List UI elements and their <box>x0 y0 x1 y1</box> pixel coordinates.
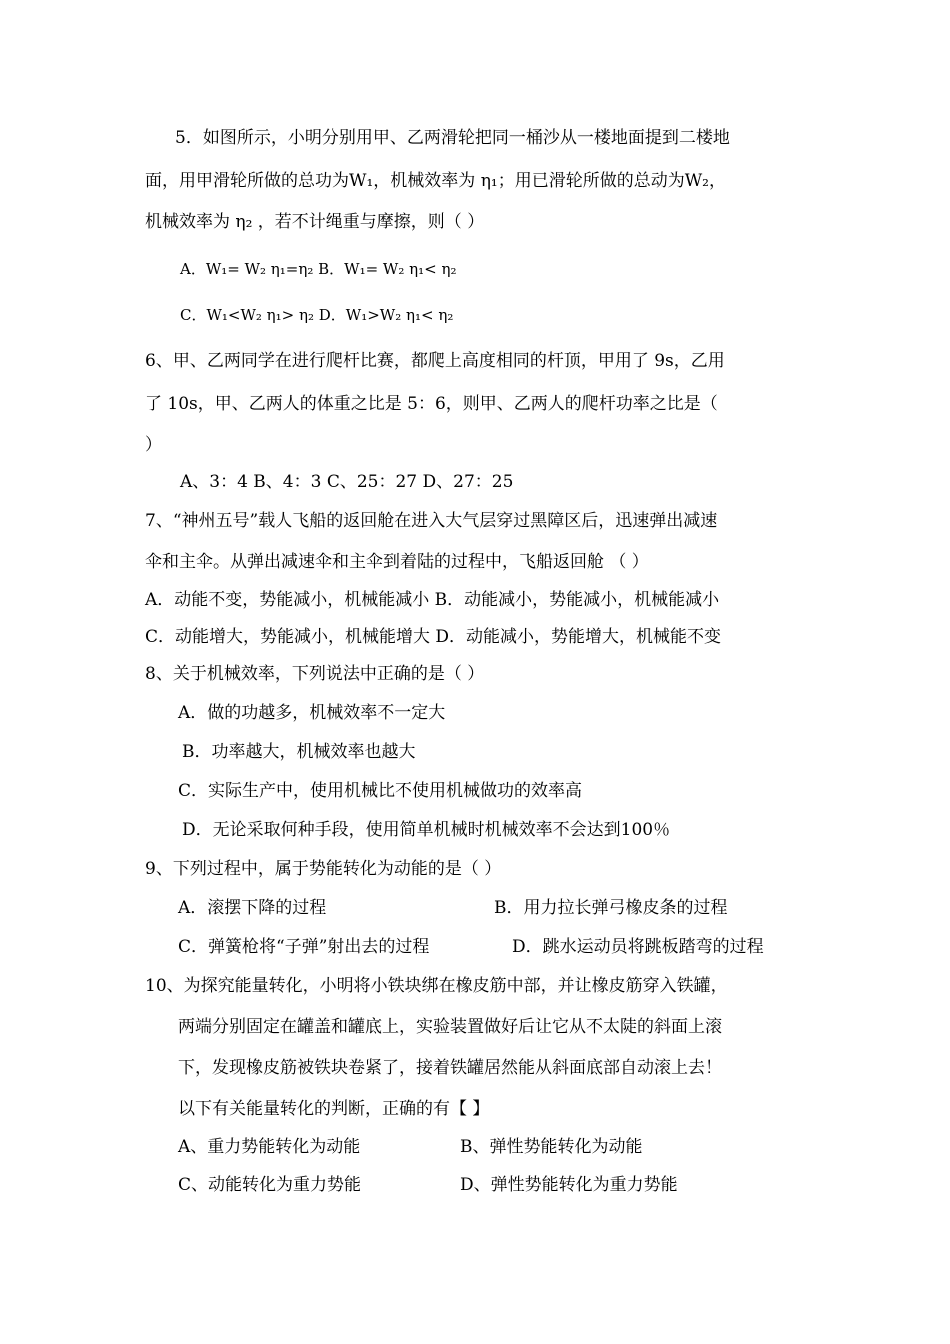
q10-option-d: D、弹性势能转化为重力势能 <box>460 1175 678 1195</box>
q6-line-1: 6、甲、乙两同学在进行爬杆比赛，都爬上高度相同的杆顶，甲用了 9s，乙用 <box>145 351 725 371</box>
q8-option-c: C．实际生产中，使用机械比不使用机械做功的效率高 <box>178 781 583 801</box>
q8-stem: 8、关于机械效率，下列说法中正确的是（ ） <box>145 664 485 684</box>
q9-stem: 9、下列过程中，属于势能转化为动能的是（ ） <box>145 859 502 879</box>
q5-options-cd: C．W₁<W₂ η₁> η₂ D．W₁>W₂ η₁< η₂ <box>180 306 454 324</box>
q6-line-3: ） <box>145 435 162 455</box>
q7-options-cd: C．动能增大，势能减小，机械能增大 D．动能减小，势能增大，机械能不变 <box>145 627 722 647</box>
q8-option-b: B．功率越大，机械效率也越大 <box>182 742 416 762</box>
q6-options: A、3：4 B、4：3 C、25：27 D、27：25 <box>180 472 514 492</box>
q10-line-3: 下，发现橡皮筋被铁块卷紧了，接着铁罐居然能从斜面底部自动滚上去！ <box>178 1058 722 1078</box>
q9-option-b: B．用力拉长弹弓橡皮条的过程 <box>494 898 728 918</box>
q9-option-d: D．跳水运动员将跳板踏弯的过程 <box>512 937 764 957</box>
q7-line-2: 伞和主伞。从弹出减速伞和主伞到着陆的过程中，飞船返回舱 （ ） <box>145 552 649 572</box>
q10-option-c: C、动能转化为重力势能 <box>178 1175 362 1195</box>
q7-line-1: 7、“神州五号”载人飞船的返回舱在进入大气层穿过黑障区后，迅速弹出减速 <box>145 511 718 531</box>
q10-option-a: A、重力势能转化为动能 <box>178 1137 361 1157</box>
q8-option-a: A．做的功越多，机械效率不一定大 <box>178 703 446 723</box>
q5-line-3: 机械效率为 η₂ ，若不计绳重与摩擦，则（ ） <box>145 212 485 232</box>
q10-line-4: 以下有关能量转化的判断，正确的有【 】 <box>178 1099 490 1119</box>
q5-line-1: 5．如图所示，小明分别用甲、乙两滑轮把同一桶沙从一楼地面提到二楼地 <box>175 128 730 148</box>
q10-line-2: 两端分别固定在罐盖和罐底上，实验装置做好后让它从不太陡的斜面上滚 <box>178 1017 722 1037</box>
q10-line-1: 10、为探究能量转化，小明将小铁块绑在橡皮筋中部，并让橡皮筋穿入铁罐， <box>145 976 728 996</box>
q6-line-2: 了 10s，甲、乙两人的体重之比是 5：6，则甲、乙两人的爬杆功率之比是（ <box>145 394 718 414</box>
q7-options-ab: A．动能不变，势能减小，机械能减小 B．动能减小，势能减小，机械能减小 <box>145 590 720 610</box>
q9-option-c: C．弹簧枪将“子弹”射出去的过程 <box>178 937 430 957</box>
q5-options-ab: A．W₁= W₂ η₁=η₂ B．W₁= W₂ η₁< η₂ <box>180 260 457 278</box>
q5-line-2: 面，用甲滑轮所做的总功为W₁，机械效率为 η₁；用已滑轮所做的总动为W₂， <box>145 171 726 191</box>
q10-option-b: B、弹性势能转化为动能 <box>460 1137 643 1157</box>
q9-option-a: A．滚摆下降的过程 <box>178 898 327 918</box>
q8-option-d: D．无论采取何种手段，使用简单机械时机械效率不会达到100％ <box>182 820 671 840</box>
